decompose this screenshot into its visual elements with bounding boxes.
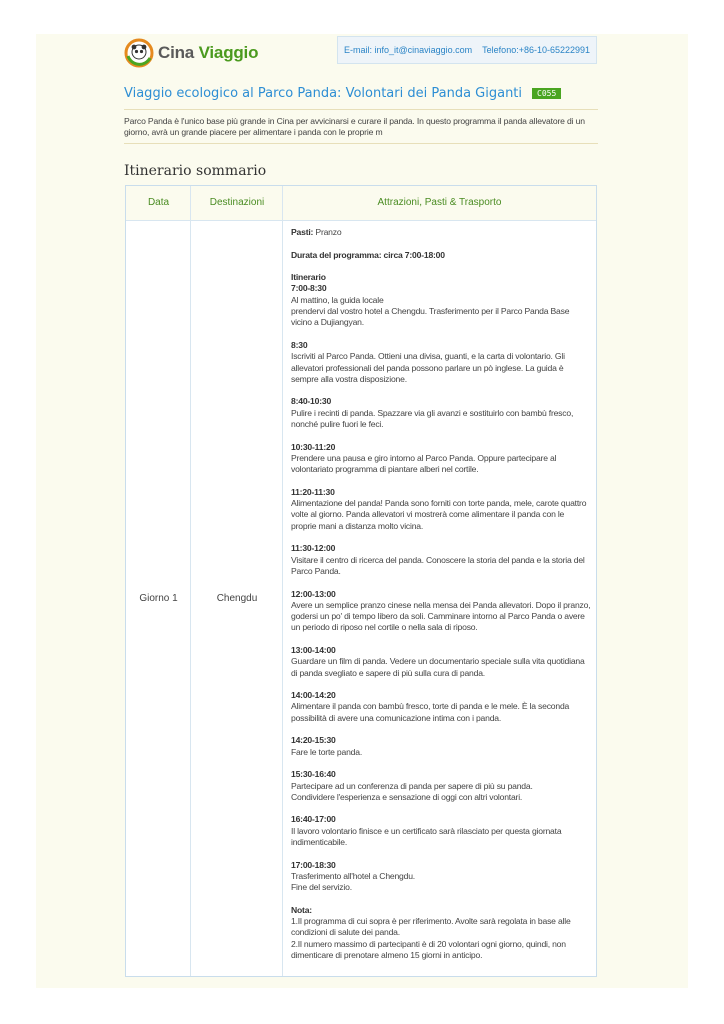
schedule-time: 17:00-18:30 xyxy=(291,859,336,870)
schedule-text: Visitare il centro di ricerca del panda. Conoscere la storia del panda e la storia del Parco Panda. xyxy=(291,554,585,576)
tour-title: Viaggio ecologico al Parco Panda: Volontari dei Panda Giganti xyxy=(124,86,523,101)
schedule-item xyxy=(291,769,591,803)
schedule-list xyxy=(291,283,591,893)
column-header-destinazioni: Destinazioni xyxy=(209,197,265,208)
schedule-time: 13:00-14:00 xyxy=(291,644,336,655)
schedule-item xyxy=(291,487,591,532)
day-cell: Giorno 1 xyxy=(139,593,178,604)
schedule-text: Trasferimento all'hotel a Chengdu. xyxy=(291,870,415,881)
duration-text: Durata del programma: circa 7:00-18:00 xyxy=(291,249,445,260)
schedule-time: 8:40-10:30 xyxy=(291,396,332,407)
schedule-item xyxy=(291,340,591,385)
note-item: 2.Il numero massimo di partecipanti è di 20 volontari ogni giorno, quindi, non dimenticare di prenotare almeno 15 giorni in anticipo. xyxy=(291,938,566,960)
title-divider xyxy=(124,109,598,110)
schedule-item xyxy=(291,690,591,724)
column-header-data: Data xyxy=(147,197,170,208)
contact-box xyxy=(337,36,597,64)
email-link[interactable]: E-mail: info_it@cinaviaggio.com xyxy=(343,45,473,55)
program-heading: Itinerario xyxy=(291,272,326,283)
company-logo[interactable] xyxy=(124,38,258,68)
schedule-text: Al mattino, la guida locale xyxy=(291,294,384,305)
logo-text-viaggio: Viaggio xyxy=(198,43,259,62)
notes xyxy=(291,905,591,961)
schedule-time: 11:30-12:00 xyxy=(291,543,336,554)
schedule-time: 10:30-11:20 xyxy=(291,441,336,452)
itinerary-table xyxy=(125,185,597,977)
schedule-item xyxy=(291,735,591,758)
note-heading: Nota: xyxy=(291,904,312,915)
logo-text-cina: Cina xyxy=(158,43,195,62)
table-header-row xyxy=(126,186,596,221)
tour-code-badge: C055 xyxy=(532,88,561,99)
schedule-item xyxy=(291,860,591,894)
schedule-time: 15:30-16:40 xyxy=(291,769,336,780)
intro-divider xyxy=(124,143,598,144)
schedule-text: Fare le torte panda. xyxy=(291,746,363,757)
schedule-item xyxy=(291,396,591,430)
logo-text xyxy=(158,43,258,63)
schedule-text: Iscriviti al Parco Panda. Ottieni una divisa, guanti, e la carta di volontario. Gli allevatori professionali del panda possono parlare un pò inglese. La guida è sempre alla vostra disposizione. xyxy=(291,351,565,384)
schedule-text: Pulire i recinti di panda. Spazzare via gli avanzi e sostituirlo con bambù fresco, nonché pulire fuori le feci. xyxy=(291,407,574,430)
schedule-time: 14:00-14:20 xyxy=(291,690,336,701)
schedule-text: Guardare un film di panda. Vedere un documentario speciale sulla vita quotidiana di panda svegliato e sapere di più sulla cura di panda. xyxy=(291,656,585,678)
notes-list xyxy=(291,916,591,961)
destination-cell: Chengdu xyxy=(216,593,258,604)
schedule-time: 7:00-8:30 xyxy=(291,283,327,294)
meals-value: Pranzo xyxy=(315,227,342,237)
schedule-time: 14:20-15:30 xyxy=(291,735,336,746)
schedule-item xyxy=(291,589,591,634)
schedule-time: 8:30 xyxy=(291,339,308,350)
meals-line xyxy=(291,227,591,238)
schedule-item xyxy=(291,814,591,848)
column-divider xyxy=(282,186,283,976)
tour-intro: Parco Panda è l'unico base più grande in Cina per avvicinarsi e curare il panda. In questo programma il panda allevatore di un giorno, avrà un grande piacere per alimentare i panda con le proprie m xyxy=(124,116,585,137)
day-details xyxy=(291,227,591,961)
schedule-text: Fine del servizio. xyxy=(291,882,352,893)
schedule-time: 12:00-13:00 xyxy=(291,588,336,599)
schedule-text: Alimentazione del panda! Panda sono forniti con torte panda, mele, carote quattro volte al giorno. Panda allevatori vi mostrerà come alimentare il panda con le proprie mani a distanza molto vicina. xyxy=(291,498,587,531)
duration-line xyxy=(291,250,591,261)
schedule-text: Condividere l'esperienza e sensazione di oggi con altri volontari. xyxy=(291,791,523,802)
schedule-text: prendervi dal vostro hotel a Chengdu. Trasferimento per il Parco Panda Base vicino a Dujiangyan. xyxy=(291,306,570,328)
schedule-text: Prendere una pausa e giro intorno al Parco Panda. Oppure partecipare al volontariato programma di piantare alberi nel cortile. xyxy=(291,452,557,475)
schedule-item xyxy=(291,543,591,577)
schedule-time: 16:40-17:00 xyxy=(291,814,336,825)
schedule-item xyxy=(291,442,591,476)
schedule-text: Avere un semplice pranzo cinese nella mensa dei Panda allevatori. Dopo il pranzo, godersi un po' di tempo libero da soli. Camminare intorno al Parco Panda o avere un periodo di riposo nel cortile o nella sala di riposo. xyxy=(291,599,591,633)
schedule-text: Il lavoro volontario finisce e un certificato sarà rilasciato per questa giornata indimenticabile. xyxy=(291,825,562,848)
schedule-item xyxy=(291,645,591,679)
column-header-attrazioni: Attrazioni, Pasti & Trasporto xyxy=(377,197,502,208)
schedule-text: Partecipare ad un conferenza di panda per sapere di più su panda. xyxy=(291,780,533,791)
schedule-time: 11:20-11:30 xyxy=(291,486,335,497)
schedule-text: Alimentare il panda con bambù fresco, torte di panda e le mele. È la seconda possibilità di avere una comunicazione intima con i panda. xyxy=(291,701,570,723)
column-divider xyxy=(190,186,191,976)
panda-logo-icon xyxy=(124,38,154,68)
itinerary-heading: Itinerario sommario xyxy=(124,163,267,179)
phone-text: Telefono:+86-10-65222991 xyxy=(482,45,591,55)
tour-title-row xyxy=(124,86,561,101)
note-item: 1.Il programma di cui sopra è per riferimento. Avolte sarà regolata in base alle condizioni di salute dei panda. xyxy=(291,916,571,938)
schedule xyxy=(291,272,591,893)
schedule-item xyxy=(291,283,591,328)
meals-label: Pasti: xyxy=(291,227,314,237)
